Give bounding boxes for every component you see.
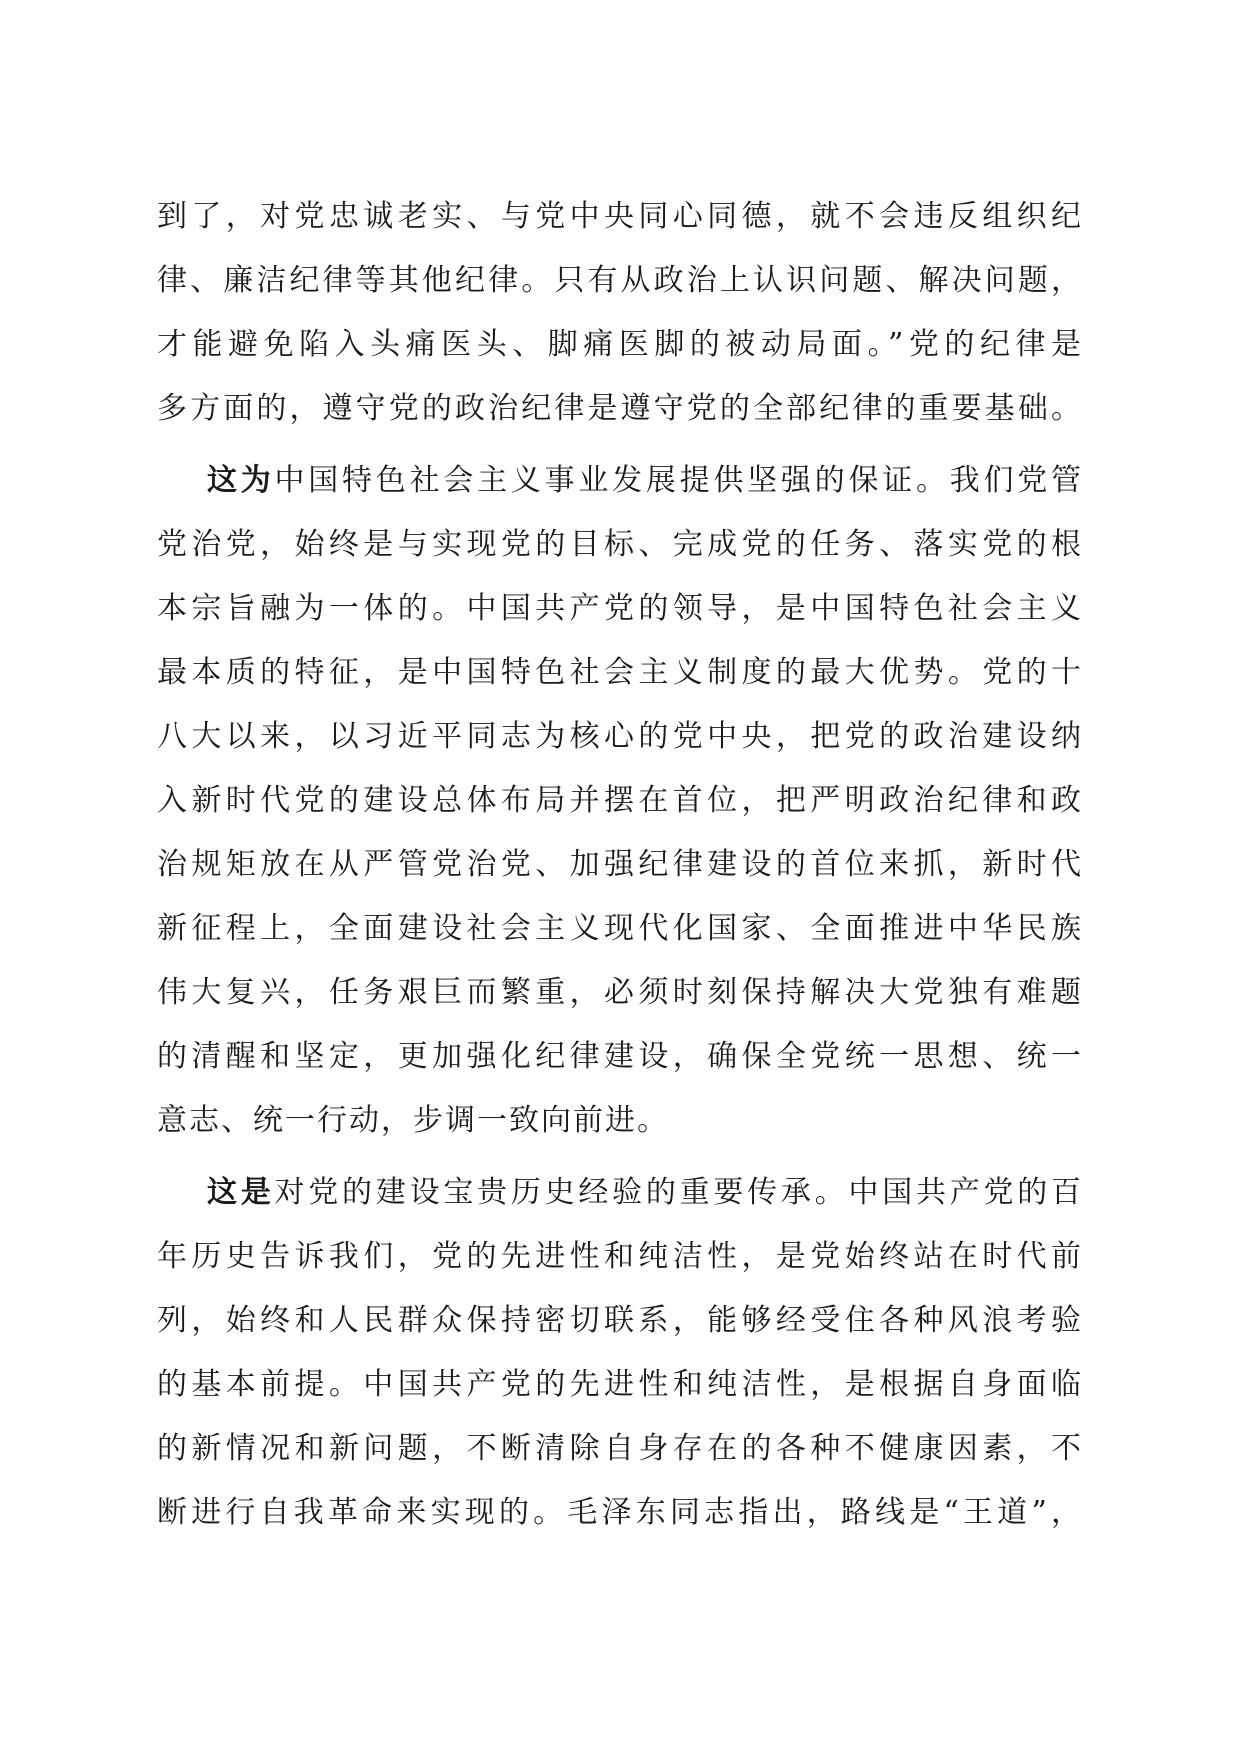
text-line: 的基本前提。中国共产党的先进性和纯洁性，是根据自身面临 <box>157 1367 1083 1402</box>
paragraph-lead: 这为 <box>207 463 275 498</box>
text-line: 多方面的，遵守党的政治纪律是遵守党的全部纪律的重要基础。 <box>157 391 1083 426</box>
text-line: 入新时代党的建设总体布局并摆在首位，把严明政治纪律和政 <box>157 783 1083 818</box>
text-line-first <box>157 1161 1083 1225</box>
text-line: 治规矩放在从严管党治党、加强纪律建设的首位来抓，新时代 <box>157 847 1083 882</box>
text-line: 列，始终和人民群众保持密切联系，能够经受住各种风浪考验 <box>157 1303 1083 1338</box>
text-line: 才能避免陷入头痛医头、脚痛医脚的被动局面。”党的纪律是 <box>157 327 1083 362</box>
document-body <box>157 185 1083 1545</box>
text-line-first <box>157 449 1083 513</box>
text-line-rest: 对党的建设宝贵历史经验的重要传承。中国共产党的百 <box>274 1175 1084 1210</box>
text-line: 党治党，始终是与实现党的目标、完成党的任务、落实党的根 <box>157 527 1083 562</box>
paragraph-1 <box>157 185 1083 441</box>
text-line: 年历史告诉我们，党的先进性和纯洁性，是党始终站在时代前 <box>157 1239 1083 1274</box>
text-line: 意志、统一行动，步调一致向前进。 <box>157 1103 669 1138</box>
text-line: 伟大复兴，任务艰巨而繁重，必须时刻保持解决大党独有难题 <box>157 975 1083 1010</box>
paragraph-2 <box>157 449 1083 1153</box>
text-line: 律、廉洁纪律等其他纪律。只有从政治上认识问题、解决问题， <box>157 263 1083 298</box>
paragraph-gap <box>157 441 1083 449</box>
text-line-rest: 中国特色社会主义事业发展提供坚强的保证。我们党管 <box>274 463 1084 498</box>
text-line: 新征程上，全面建设社会主义现代化国家、全面推进中华民族 <box>157 911 1083 946</box>
paragraph-3 <box>157 1161 1083 1545</box>
text-line: 本宗旨融为一体的。中国共产党的领导，是中国特色社会主义 <box>157 591 1083 626</box>
text-line: 到了，对党忠诚老实、与党中央同心同德，就不会违反组织纪 <box>157 199 1083 234</box>
text-line: 最本质的特征，是中国特色社会主义制度的最大优势。党的十 <box>157 655 1083 690</box>
paragraph-lead: 这是 <box>207 1175 275 1210</box>
text-line: 的清醒和坚定，更加强化纪律建设，确保全党统一思想、统一 <box>157 1039 1083 1074</box>
text-line: 八大以来，以习近平同志为核心的党中央，把党的政治建设纳 <box>157 719 1083 754</box>
text-line: 断进行自我革命来实现的。毛泽东同志指出，路线是“王道”， <box>157 1495 1083 1530</box>
text-line: 的新情况和新问题，不断清除自身存在的各种不健康因素，不 <box>157 1431 1083 1466</box>
paragraph-gap <box>157 1153 1083 1161</box>
